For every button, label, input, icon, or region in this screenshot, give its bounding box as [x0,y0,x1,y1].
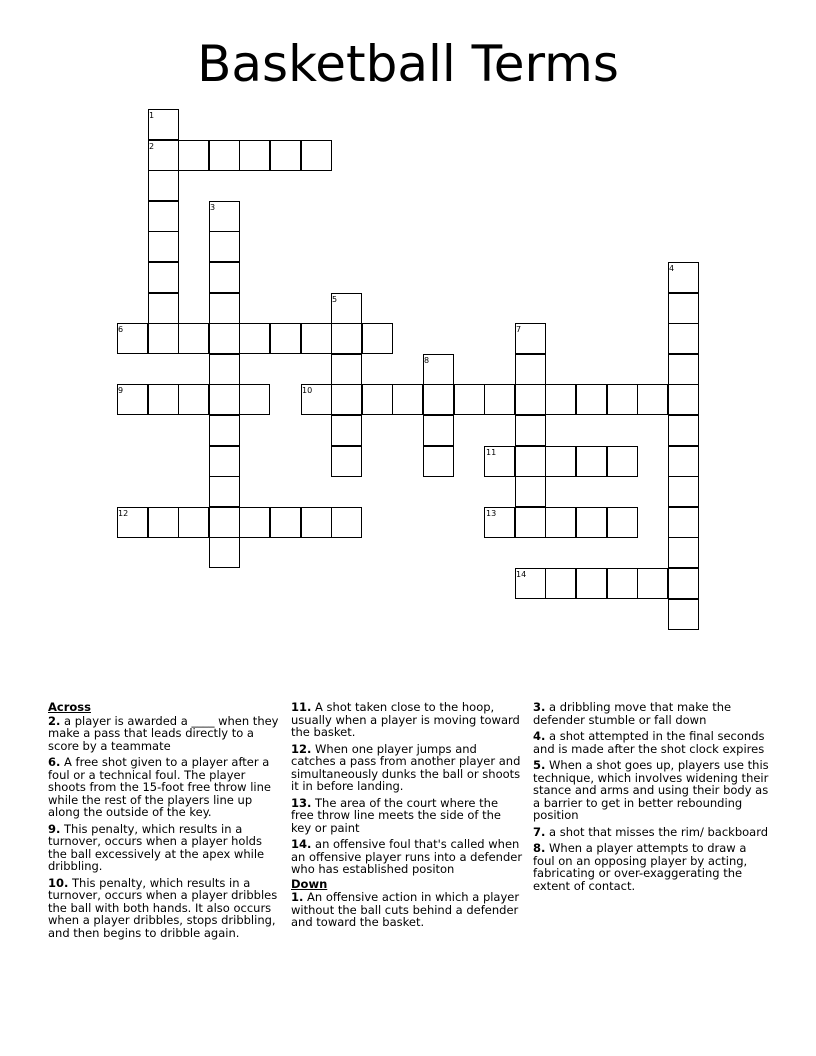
grid-cell[interactable] [607,568,638,599]
grid-cell[interactable] [331,415,362,446]
grid-cell[interactable] [301,323,332,354]
grid-cell[interactable] [209,507,240,538]
grid-cell[interactable] [576,568,607,599]
grid-cell[interactable] [148,262,179,293]
grid-cell[interactable] [209,231,240,262]
grid-cell[interactable] [423,446,454,477]
grid-cell[interactable] [545,568,576,599]
grid-cell[interactable] [209,476,240,507]
grid-cell[interactable] [209,140,240,171]
grid-cell[interactable] [668,384,699,415]
grid-cell[interactable] [209,415,240,446]
grid-cell[interactable] [239,140,270,171]
grid-cell[interactable] [209,384,240,415]
grid-cell[interactable] [515,446,546,477]
grid-cell[interactable] [423,415,454,446]
grid-cell[interactable] [576,384,607,415]
grid-cell[interactable] [209,323,240,354]
clue-number-5: 5 [332,295,338,304]
grid-cell[interactable] [576,507,607,538]
clue-column-2 [291,701,523,933]
grid-cell[interactable] [148,384,179,415]
grid-cell[interactable] [209,354,240,385]
grid-cell[interactable] [515,354,546,385]
grid-cell[interactable] [148,323,179,354]
grid-cell[interactable] [668,293,699,324]
grid-cell[interactable] [454,384,485,415]
grid-cell[interactable] [209,537,240,568]
clue-across-10: 10. This penalty, which results in a turnover, occurs when a player dribbles the ball with both hands. It also occurs when a player dribbles, stops dribbling, and then begins to dribble again. [48,875,278,940]
grid-cell[interactable] [607,507,638,538]
clue-number-7: 7 [516,325,522,334]
page-title: Basketball Terms [197,35,619,93]
across-header: Across [48,700,91,714]
grid-cell[interactable] [362,384,393,415]
clue-column-1 [48,701,280,943]
clue-number-12: 12 [118,509,129,518]
down-header: Down [291,876,328,891]
grid-cell[interactable] [668,476,699,507]
grid-cell[interactable] [178,140,209,171]
grid-cell[interactable] [301,140,332,171]
grid-cell[interactable] [209,293,240,324]
clue-across-14: 14. an offensive foul that's called when an offensive player runs into a defender who has established positon [291,837,523,876]
grid-cell[interactable] [178,323,209,354]
grid-cell[interactable] [331,323,362,354]
clue-number-10: 10 [302,386,313,395]
grid-cell[interactable] [239,384,270,415]
clue-across-9: 9. This penalty, which results in a turnover, occurs when a player holds the ball excessively at the apex while dribbling. [48,821,265,873]
grid-cell[interactable] [178,384,209,415]
clue-number-2: 2 [149,142,155,151]
grid-cell[interactable] [668,537,699,568]
clue-down-4: 4. a shot attempted in the final seconds and is made after the shot clock expires [533,729,765,756]
grid-cell[interactable] [301,507,332,538]
grid-cell[interactable] [545,507,576,538]
clue-across-2: 2. a player is awarded a ____ when they make a pass that leads directly to a score by a teammate [48,713,279,753]
grid-cell[interactable] [637,384,668,415]
clue-down-5: 5. When a shot goes up, players use this technique, which involves widening their stance and arms and using their body as a barrier to get in better rebounding position [533,758,769,822]
grid-cell[interactable] [668,599,699,630]
grid-cell[interactable] [148,293,179,324]
grid-cell[interactable] [270,323,301,354]
clue-down-8: 8. When a player attempts to draw a foul on an opposing player by acting, fabricating or over-exaggerating the extent of contact. [533,841,748,893]
clue-down-1: 1. An offensive action in which a player without the ball cuts behind a defender and toward the basket. [291,890,520,929]
clue-number-3: 3 [210,203,216,212]
clue-across-12: 12. When one player jumps and catches a pass from another player and simultaneously dunks the ball or shoots it in before landing. [291,741,521,793]
clue-number-1: 1 [149,111,155,120]
grid-cell[interactable] [607,446,638,477]
grid-cell[interactable] [515,384,546,415]
grid-cell[interactable] [331,384,362,415]
grid-cell[interactable] [270,507,301,538]
clue-number-9: 9 [118,386,124,395]
clue-down-3: 3. a dribbling move that make the defender stumble or fall down [533,700,732,727]
clue-number-4: 4 [669,264,675,273]
grid-cell[interactable] [607,384,638,415]
clue-across-6: 6. A free shot given to a player after a foul or a technical foul. The player shoots from the 15-foot free throw line while the rest of the players line up along the outside of the key. [48,755,271,819]
grid-cell[interactable] [484,384,515,415]
clue-across-13: 13. The area of the court where the free throw line meets the side of the key or paint [291,795,501,835]
grid-cell[interactable] [668,446,699,477]
clue-number-13: 13 [486,509,497,518]
clue-number-11: 11 [486,448,497,457]
clue-down-7: 7. a shot that misses the rim/ backboard [533,824,769,839]
grid-cell[interactable] [392,384,423,415]
grid-cell[interactable] [668,568,699,599]
grid-cell[interactable] [668,323,699,354]
clue-number-6: 6 [118,325,124,334]
grid-cell[interactable] [239,507,270,538]
grid-cell[interactable] [148,231,179,262]
clue-number-8: 8 [424,356,430,365]
grid-cell[interactable] [637,568,668,599]
grid-cell[interactable] [331,507,362,538]
grid-cell[interactable] [668,415,699,446]
clue-number-14: 14 [516,570,527,579]
grid-cell[interactable] [515,415,546,446]
grid-cell[interactable] [270,140,301,171]
grid-cell[interactable] [209,262,240,293]
grid-cell[interactable] [148,170,179,201]
grid-cell[interactable] [423,384,454,415]
grid-cell[interactable] [668,354,699,385]
grid-cell[interactable] [178,507,209,538]
grid-cell[interactable] [148,507,179,538]
grid-cell[interactable] [331,446,362,477]
grid-cell[interactable] [209,446,240,477]
grid-cell[interactable] [576,446,607,477]
grid-cell[interactable] [515,476,546,507]
grid-cell[interactable] [545,384,576,415]
grid-cell[interactable] [239,323,270,354]
grid-cell[interactable] [545,446,576,477]
clue-across-11: 11. A shot taken close to the hoop, usually when a player is moving toward the basket. [291,700,520,739]
grid-cell[interactable] [362,323,393,354]
clue-column-3 [533,701,769,896]
grid-cell[interactable] [148,201,179,232]
grid-cell[interactable] [668,507,699,538]
grid-cell[interactable] [331,354,362,385]
grid-cell[interactable] [515,507,546,538]
